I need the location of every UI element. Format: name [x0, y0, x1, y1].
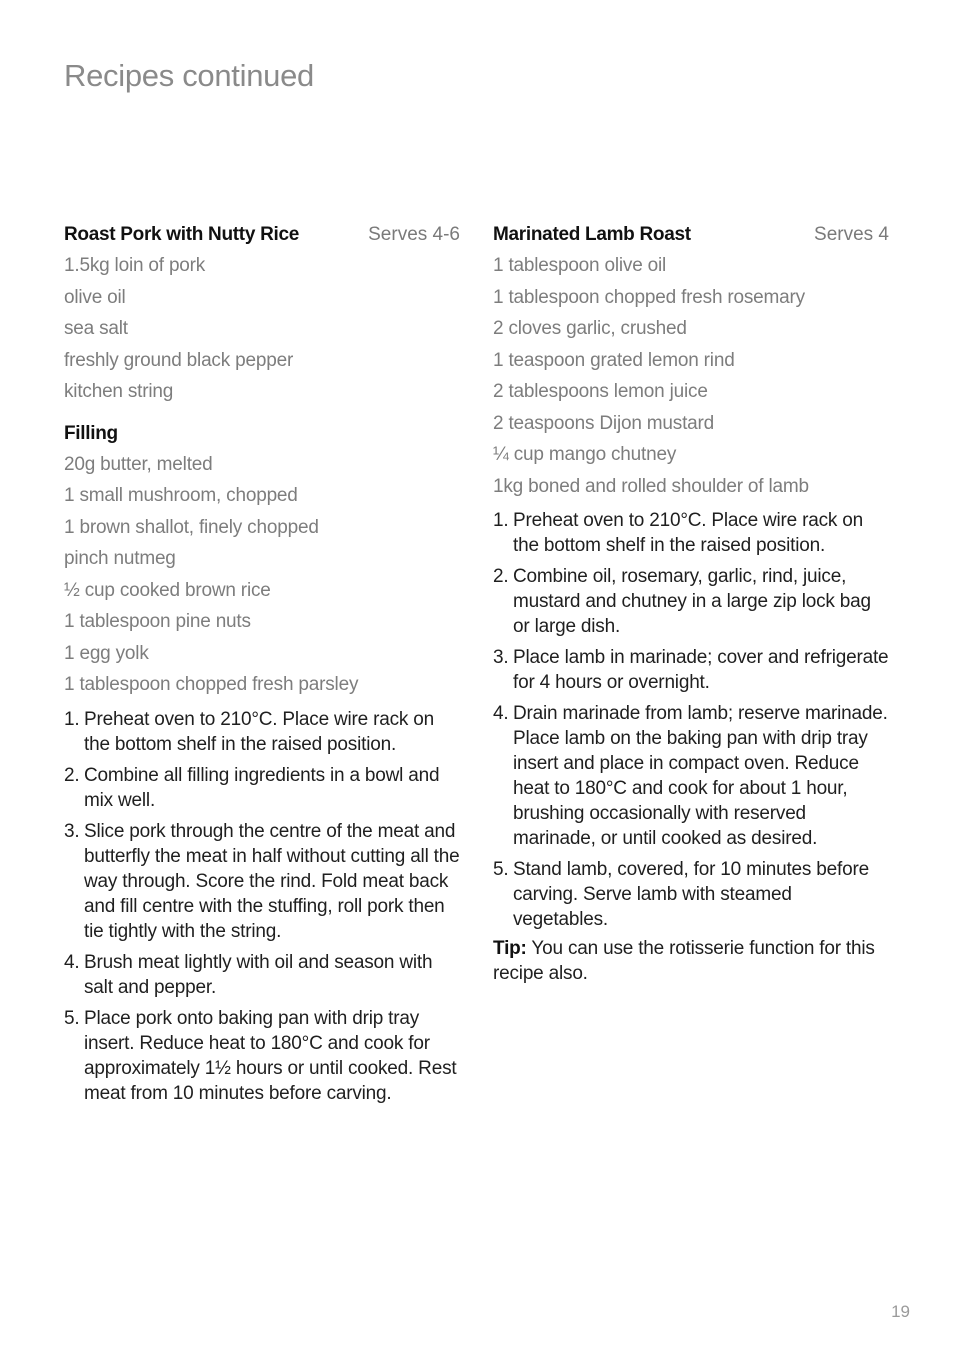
recipe-header: [64, 219, 460, 250]
method-steps: [64, 707, 460, 1106]
serves-label: Serves 4-6: [368, 224, 460, 245]
method-step: [64, 1006, 460, 1106]
step-number: 1.: [493, 510, 509, 531]
method-step: [493, 857, 889, 932]
filling-list: [64, 449, 460, 701]
ingredient-item: 1.5kg loin of pork: [64, 255, 206, 276]
recipe-marinated-lamb: [493, 219, 889, 986]
ingredient-item: 20g butter, melted: [64, 453, 213, 475]
ingredient-item: olive oil: [64, 286, 126, 308]
ingredient-item: 1 tablespoon pine nuts: [64, 611, 251, 632]
step-text: Slice pork through the centre of the meat and butterfly the meat in half without cutting all the way through. Score the rind. Fold meat back and fill centre with the stuffing, roll pork then tie tightly with the string.: [84, 820, 460, 942]
step-text: Preheat oven to 210°C. Place wire rack on the bottom shelf in the raised position.: [84, 708, 435, 755]
ingredient-list: [493, 250, 889, 502]
page-title: Recipes continued: [64, 58, 314, 93]
step-number: 5.: [64, 1007, 80, 1029]
step-text: Place pork onto baking pan with drip tray insert. Reduce heat to 180°C and cook for approximately 1½ hours or until cooked. Rest meat from 10 minutes before carving.: [84, 1007, 457, 1104]
ingredient-item: kitchen string: [64, 381, 174, 402]
tip-text: You can use the rotisserie function for this recipe also.: [493, 938, 875, 984]
method-step: [64, 707, 460, 757]
page-number: 19: [891, 1302, 910, 1321]
ingredient-item: 2 cloves garlic, crushed: [493, 318, 687, 339]
method-step: [493, 645, 889, 695]
ingredient-item: 1 teaspoon grated lemon rind: [493, 349, 735, 371]
step-number: 1.: [64, 708, 80, 730]
filling-heading: Filling: [64, 422, 118, 444]
ingredient-item: 1 tablespoon chopped fresh rosemary: [493, 286, 805, 308]
tip-label: Tip:: [493, 938, 527, 959]
serves-label: Serves 4: [814, 224, 889, 245]
step-text: Combine oil, rosemary, garlic, rind, juice, mustard and chutney in a large zip lock bag or large dish.: [513, 566, 871, 637]
step-text: Stand lamb, covered, for 10 minutes before carving. Serve lamb with steamed vegetables.: [513, 859, 869, 930]
step-number: 4.: [493, 703, 509, 724]
ingredient-item: pinch nutmeg: [64, 548, 176, 569]
ingredient-list: [64, 250, 460, 408]
ingredient-item: 2 tablespoons lemon juice: [493, 381, 708, 402]
method-step: [64, 819, 460, 944]
step-number: 5.: [493, 859, 509, 880]
method-steps: [493, 508, 889, 932]
step-text: Drain marinade from lamb; reserve marinade. Place lamb on the baking pan with drip tray insert and place in compact oven. Reduce heat to 180°C and cook for about 1 hour, brushing occasionally with reserved marinade, or until cooked as desired.: [513, 703, 888, 849]
ingredient-item: freshly ground black pepper: [64, 349, 294, 371]
step-number: 3.: [493, 647, 509, 668]
ingredient-item: 1kg boned and rolled shoulder of lamb: [493, 475, 809, 497]
recipe-title: Marinated Lamb Roast: [493, 224, 691, 245]
tip-note: [493, 936, 889, 986]
recipe-header: [493, 219, 889, 250]
method-step: [64, 950, 460, 1000]
recipe-title: Roast Pork with Nutty Rice: [64, 224, 300, 245]
ingredient-item: ¼ cup mango chutney: [493, 444, 677, 465]
method-step: [64, 763, 460, 813]
ingredient-item: 2 teaspoons Dijon mustard: [493, 412, 715, 434]
ingredient-item: ½ cup cooked brown rice: [64, 579, 271, 601]
step-text: Combine all filling ingredients in a bowl and mix well.: [84, 764, 440, 811]
ingredient-item: sea salt: [64, 318, 128, 339]
ingredient-item: 1 brown shallot, finely chopped: [64, 516, 319, 538]
method-step: [493, 701, 889, 851]
step-text: Brush meat lightly with oil and season with salt and pepper.: [84, 951, 433, 998]
step-number: 2.: [493, 566, 509, 587]
step-text: Place lamb in marinade; cover and refrigerate for 4 hours or overnight.: [513, 647, 889, 693]
step-number: 4.: [64, 951, 80, 973]
method-step: [493, 564, 889, 639]
ingredient-item: 1 egg yolk: [64, 642, 149, 664]
ingredient-item: 1 tablespoon olive oil: [493, 255, 667, 276]
step-number: 3.: [64, 820, 80, 842]
recipe-roast-pork: [64, 219, 460, 1106]
method-step: [493, 508, 889, 558]
ingredient-item: 1 small mushroom, chopped: [64, 485, 298, 506]
ingredient-item: 1 tablespoon chopped fresh parsley: [64, 674, 359, 695]
step-number: 2.: [64, 764, 80, 786]
step-text: Preheat oven to 210°C. Place wire rack on the bottom shelf in the raised position.: [513, 510, 864, 556]
